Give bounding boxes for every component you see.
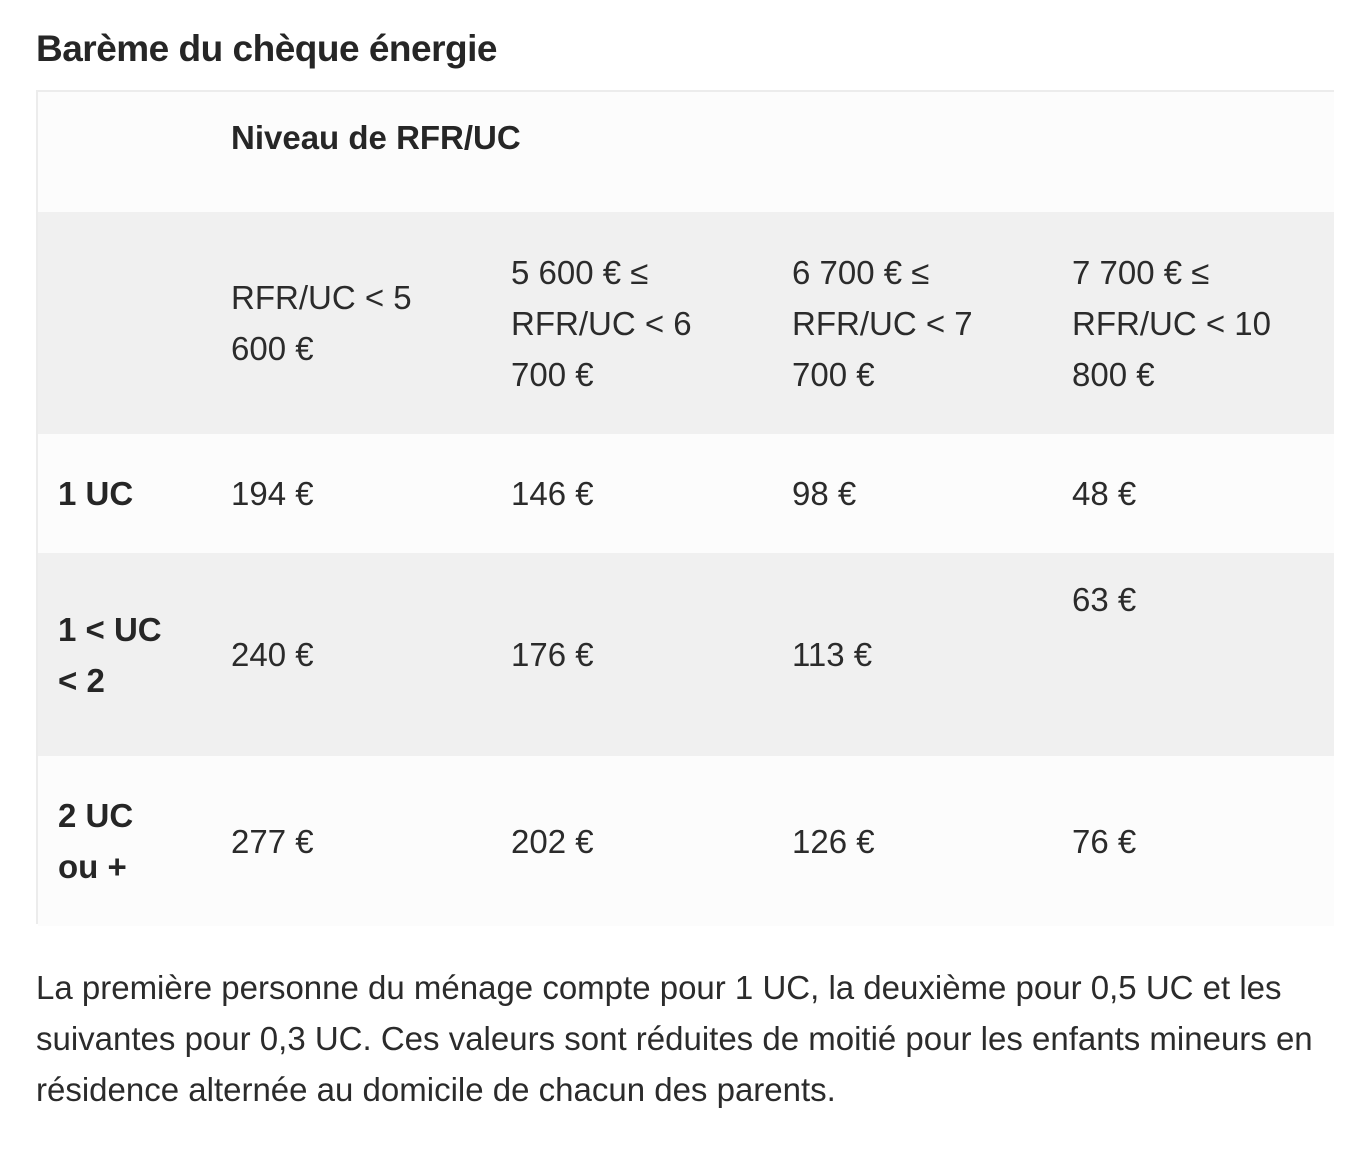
table-corner-cell-2: [38, 212, 209, 434]
footnote-paragraph: La première personne du ménage compte pour 1 UC, la deuxième pour 0,5 UC et les suivantes pour 0,3 UC. Ces valeurs sont réduites de moitié pour les enfants mineurs en résidence alternée au domicile de chacun des parents.: [36, 969, 1313, 1108]
table-cell: 240 €: [231, 636, 314, 673]
table-cell: 76 €: [1072, 822, 1137, 860]
column-header: 6 700 € ≤ RFR/UC < 7 700 €: [792, 253, 973, 393]
table-cell: 202 €: [511, 822, 594, 860]
page-title: Barème du chèque énergie: [36, 28, 497, 69]
column-header: RFR/UC < 5 600 €: [231, 279, 412, 367]
table-header-row-ranges: [38, 212, 1334, 434]
table-row: [38, 756, 1334, 926]
table-header-row-group: [38, 92, 1334, 212]
table-cell: 63 €: [1072, 581, 1137, 618]
row-label: 1 < UC < 2: [58, 610, 162, 699]
group-header: Niveau de RFR/UC: [231, 119, 521, 156]
column-header: 7 700 € ≤ RFR/UC < 10 800 €: [1072, 253, 1271, 393]
table-cell: 113 €: [792, 636, 873, 673]
row-label: 2 UC ou +: [58, 797, 134, 885]
cheque-energie-table: [38, 92, 1334, 926]
table-cell: 126 €: [792, 822, 875, 860]
table-cell: 176 €: [511, 636, 594, 673]
table-row: [38, 434, 1334, 553]
row-label: 1 UC: [58, 475, 134, 512]
column-header: 5 600 € ≤ RFR/UC < 6 700 €: [511, 253, 692, 393]
scale-table: [36, 90, 1334, 924]
table-row: [38, 553, 1334, 756]
table-corner-cell: [38, 92, 209, 212]
table-cell: 146 €: [511, 475, 594, 512]
table-cell: 98 €: [792, 475, 857, 512]
table-cell: 48 €: [1072, 475, 1137, 512]
table-cell: 277 €: [231, 822, 314, 860]
table-cell: 194 €: [231, 475, 314, 512]
